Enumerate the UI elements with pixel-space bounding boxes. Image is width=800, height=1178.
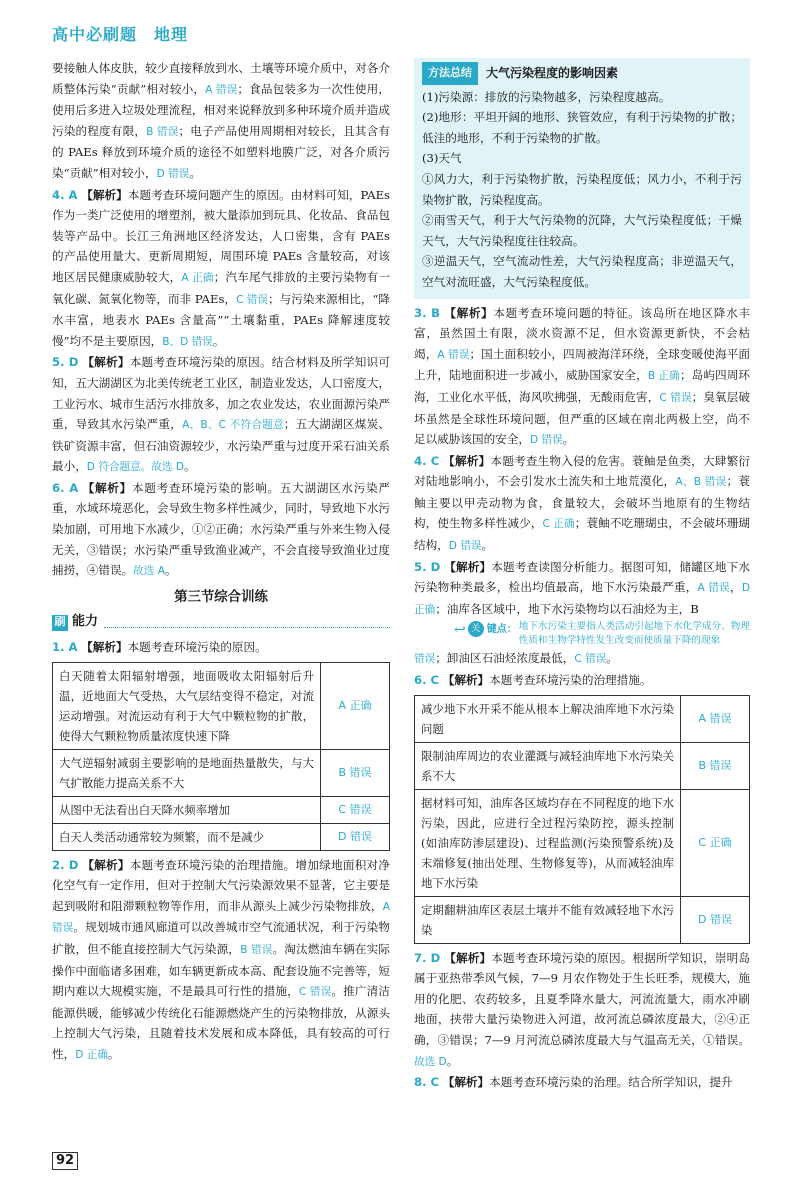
question-number: 8. C [414,1075,440,1090]
text-run: 本题考查环境污染的治理措施。增加绿地面积对净化空气有一定作用，但对于控制大气污染源效果不显著，它主要是起到吸附和阻滞颗粒物等作用，而非从源头上减少污染物排放， [52,857,390,913]
text-run: 本题考查环境污染的影响。五大湖湖区水污染严重，水域环境恶化，会导致生物多样性减少，同时，导致地下水污染加剧，可用地下水减少，①②正确；水污染严重与外来生物入侵无关，③错误；水污染严重导致渔业减产，不会直接导致渔业过度捕捞，④错误。 [52,480,390,578]
text-run: 本题考查环境污染的原因。结合材料及所学知识可知，五大湖湖区为北美传统老工业区，制造业发达，人口密度大，工业污水、城市生活污水排放多，加之农业发达，农业面源污染严重，导致其水污染严重， [52,355,390,432]
question-5-continued [414,648,750,670]
question-8-explanation [414,1072,750,1093]
key-point-badge: 关 [468,621,484,637]
summary-title: 大气污染程度的影响因素 [486,66,619,80]
option-judgment-table [52,662,390,851]
question-number: 3. B [414,305,441,320]
text-run: ；国土面积较小，四周被海洋环绕，全球变暖使海平面上升，陆地面积进一步减小，威胁国家安全， [414,346,750,383]
text-run: 要接触人体皮肤，较少直接释放到水、土壤等环境介质中，对各介质整体污染“贡献”相对较小， [52,61,390,96]
reason-cell: 白天随着太阳辐射增强，地面吸收太阳辐射后升温，近地面大气受热，大气层结变得不稳定，对流运动增强。对流运动有利于大气中颗粒物的扩散，使得大气颗粒物质量浓度快速下降 [53,662,321,749]
page-number: 92 [52,1152,78,1170]
table-row [53,796,390,823]
question-number: 6. C [414,673,440,688]
question-1-explanation [52,637,390,658]
question-5-explanation [52,352,390,478]
question-2-explanation [52,855,390,1066]
question-number: 4. C [414,453,440,468]
text-run: 。 [606,651,618,666]
intro-paragraph [52,58,390,185]
text-run: 。 [562,432,575,447]
summary-lines [422,87,742,293]
explanation-text [52,858,390,1061]
dotted-divider [104,617,390,628]
question-6-explanation [414,670,750,691]
right-column [414,58,750,1093]
judgment-cell: C 错误 [321,796,390,823]
text-run: 。 [446,1053,459,1068]
answer-judgment: D 错误 [448,540,482,553]
analysis-tag: 【解析】 [444,559,492,574]
ability-heading [52,612,390,633]
question-4-explanation [52,185,390,353]
text-run: 本题考查环境问题产生的原因。由材料可知，PAEs 作为一类广泛使用的增塑剂，被大量添加到玩具、化妆品、食品包装等产品中。长江三角洲地区经济发达，人口密集，含有 PAEs 的产品使用量大、更新周期短，周围环境 PAEs 含量较高，对该地区居民健康威胁较大， [52,187,391,284]
answer-judgment: D 错误 [529,434,563,447]
text-run: 。 [184,459,196,474]
answer-judgment: A 错误 [205,83,238,96]
question-number: 1. A [52,640,78,655]
text-run: ；蓑鲉不吃珊瑚虫，不会破坏珊瑚结构， [414,516,750,553]
explanation-text: 本题考查环境污染的原因。 [127,640,267,655]
text-run: 本题考查环境问题的特征。该岛所在地区降水丰富，虽然国土有限，淡水资源不足，但水资源更新快，不会枯竭， [414,305,750,361]
summary-line: (1)污染源：排放的污染物越多，污染程度越高。 [422,89,671,104]
question-6-explanation [52,478,390,582]
reason-cell: 白天人类活动通常较为频繁，而不是减少 [53,823,321,850]
answer-judgment: B、D 错误 [162,335,213,348]
ability-label: 能力 [72,614,99,630]
answer-judgment: 故选 A [133,565,165,578]
table-row [415,695,750,742]
answer-judgment: D 正确 [75,1048,108,1061]
text-run: 。规划城市通风廊道可以改善城市空气流通状况，利于污染物扩散，但不能直接控制大气污染源， [52,920,390,956]
question-3-explanation [414,303,750,451]
key-point-note [414,620,750,648]
question-number: 5. D [52,355,79,370]
table-row [53,823,390,850]
text-run: 。 [189,165,201,180]
text-run: ；食品包装多为一次性使用，使用后多进入垃圾处理流程，相对来说释放到多种环境介质并造成污染的程度有限， [52,81,390,138]
text-run: ， [729,580,742,595]
explanation-text [52,355,390,473]
text-run: ；油库各区域中，地下水污染物均以石油烃为主，B [435,601,699,616]
text-run: ；岛屿四周环海，工业化水平低，海风吹拂强，无酸雨危害， [414,368,750,404]
analysis-tag: 【解析】 [81,187,128,202]
explanation-text [414,454,750,552]
method-summary-box [414,58,750,299]
table-row [415,896,750,943]
key-point-label: 键点： [486,624,517,636]
table-row [415,789,750,896]
summary-line: (3)天气 [422,151,462,166]
explanation-text [52,481,390,577]
analysis-tag: 【解析】 [444,305,494,320]
reason-cell: 从图中无法看出白天降水频率增加 [53,796,321,823]
question-7-explanation [414,948,750,1073]
question-number: 4. A [52,187,78,202]
text-run: 。 [212,333,225,348]
answer-judgment: D 符合题意。故选 D [86,461,185,474]
judgment-cell: D 错误 [681,896,750,943]
judgment-cell: B 错误 [681,742,750,789]
key-point-text: 地下水污染主要指人类活动引起地下水化学成分、物理性质和生物学特性发生改变而使质量下降的现象 [518,621,750,647]
summary-line: ③逆温天气，空气流动性差，大气污染程度高；非逆温天气，空气对流旺盛，大气污染程度低。 [422,254,742,289]
page-header-title: 高中必刷题 地理 [52,25,189,44]
analysis-tag: 【解析】 [444,950,492,965]
analysis-tag: 【解析】 [82,480,132,495]
analysis-tag: 【解析】 [81,640,128,655]
left-column [52,58,390,1066]
text-run: 本题考查环境污染的治理。结合所学知识，提升 [489,1075,733,1090]
text-run: 。 [107,1046,120,1061]
answer-judgment: A 错误 [697,582,730,595]
answer-judgment: A 错误 [52,900,390,935]
analysis-tag: 【解析】 [82,355,130,370]
table-row [415,742,750,789]
analysis-tag: 【解析】 [442,673,490,688]
text-run: 本题考查读图分析能力。据图可知，储罐区地下水污染物种类最多，检出均值最高，地下水污染最严重， [414,559,750,595]
answer-judgment: C 错误 [574,653,607,666]
text-run: ；臭氧层破坏虽然是全球性环境问题，但严重的区域在南北两极上空，尚不足以威胁该国的安全， [414,389,750,447]
judgment-cell: A 正确 [321,662,390,749]
option-judgment-table [414,695,750,944]
ability-badge: 刷 [52,615,68,631]
summary-line: ①风力大，利于污染物扩散，污染程度低；风力小，不利于污染物扩散，污染程度高。 [422,171,742,207]
answer-judgment: A、B 错误 [675,476,727,489]
answer-judgment: A 错误 [437,348,470,361]
arrow-icon: ↩ [454,622,466,639]
text-run: 本题考查环境污染的原因。根据所学知识，崇明岛属于亚热带季风气候，7—9 月农作物处于生长旺季，规模大，施用的化肥、农药较多，且夏季降水量大，河流流量大，雨水冲刷地面，挟带大量污染物进入河道，故河流总磷浓度最大，②④正确，③错误；7—9 月河流总磷浓度最大与气温高无关，①错误。 [414,950,750,1047]
answer-judgment: C 错误 [236,293,269,306]
summary-line: (2)地形：平坦开阔的地形、狭管效应，有利于污染物的扩散；低洼的地形，不利于污染物的扩散。 [422,110,742,145]
analysis-tag: 【解析】 [443,453,491,468]
reason-cell: 据材料可知，油库各区域均存在不同程度的地下水污染，因此，应进行全过程污染防控，源头控制(如油库防渗层建设)、过程监测(污染预警系统)及末端修复(抽出处理、生物修复等)，从而减轻油库地下水污染 [415,789,681,896]
question-number: 5. D [414,559,441,574]
answer-judgment: C 正确 [542,518,575,531]
text-run: 。推广清洁能源供暖，能够减少传统化石能源燃烧产生的污染物排放，从源头上控制大气污染，且随着技术发展和成本降低，具有较高的可行性， [52,984,390,1061]
answer-judgment: 故选 D [414,1055,447,1068]
answer-judgment: A 正确 [181,271,214,284]
text-run: 。 [164,563,177,578]
summary-header [422,62,742,85]
table-row [53,662,390,749]
judgment-cell: C 正确 [681,789,750,896]
section-title: 第三节综合训练 [174,589,268,605]
reason-cell: 减少地下水开采不能从根本上解决油库地下水污染问题 [415,695,681,742]
answer-judgment: 错误 [414,653,436,666]
text-run: ；电子产品使用周期相对较长，且其含有的 PAEs 释放到环境介质的途径不如塑料地膜广泛，对各介质污染“贡献”相对较小， [52,123,390,180]
explanation-text [52,188,390,348]
analysis-tag: 【解析】 [442,1075,490,1090]
question-4-explanation [414,451,750,557]
question-5-explanation [414,557,750,621]
answer-judgment: D 正确 [414,582,750,616]
analysis-tag: 【解析】 [82,857,130,872]
judgment-cell: B 错误 [321,749,390,796]
summary-line: ②雨雪天气，利于大气污染物的沉降，大气污染程度低；干燥天气，大气污染程度往往较高。 [422,213,742,248]
summary-badge: 方法总结 [422,62,478,85]
question-number: 2. D [52,857,79,872]
explanation-text [414,306,750,447]
text-run: ；卸油区石油烃浓度最低， [435,651,575,666]
answer-judgment: D 错误 [156,167,190,180]
text-run: ；五大湖湖区煤炭、铁矿资源丰富，但石油资源较少，水污染严重与过度开采石油关系最小， [52,417,390,474]
explanation-text [489,1075,732,1089]
explanation-text: 本题考查环境污染的治理措施。 [489,673,652,688]
answer-judgment: C 错误 [298,986,332,999]
text-run: ；与污染来源相比，“降水丰富，地表水 PAEs 含量高”“土壤黏重，PAEs 降解速度较慢”均不是主要原因， [52,291,390,348]
judgment-cell: D 错误 [321,823,390,850]
answer-judgment: B 错误 [240,944,273,956]
question-number: 6. A [52,480,79,495]
question-number: 7. D [414,950,441,965]
answer-judgment: B 正确 [647,370,680,383]
reason-cell: 定期翻耕油库区表层土壤并不能有效减轻地下水污染 [415,896,681,943]
text-run: 。淘汰燃油车辆在实际操作中面临诸多困难，如车辆更新成本高、配套设施不完善等，短期内难以大规模实施，不是最具可行性的措施， [52,942,390,999]
text-run: ；蓑鲉主要以甲壳动物为食，食量较大，会破坏当地原有的生物结构，使生物多样性减少， [414,474,750,531]
text-run: ；汽车尾气排放的主要污染物有一氧化碳、氮氧化物等，而非 PAEs， [52,269,390,306]
text-run: 本题考查生物入侵的危害。蓑鲉是鱼类，大肆繁衍对陆地影响小，不会引发水土流失和土地荒漠化， [414,453,750,489]
reason-cell: 限制油库周边的农业灌溉与减轻油库地下水污染关系不大 [415,742,681,789]
answer-judgment: A、B、C 不符合题意 [182,419,284,432]
reason-cell: 大气逆辐射减弱主要影响的是地面热量散失，与大气扩散能力提高关系不大 [53,749,321,796]
table-row [53,749,390,796]
explanation-text [414,951,750,1068]
answer-judgment: C 错误 [659,391,692,404]
text-run: 。 [481,538,494,553]
answer-judgment: B 错误 [146,125,179,138]
judgment-cell: A 错误 [681,695,750,742]
